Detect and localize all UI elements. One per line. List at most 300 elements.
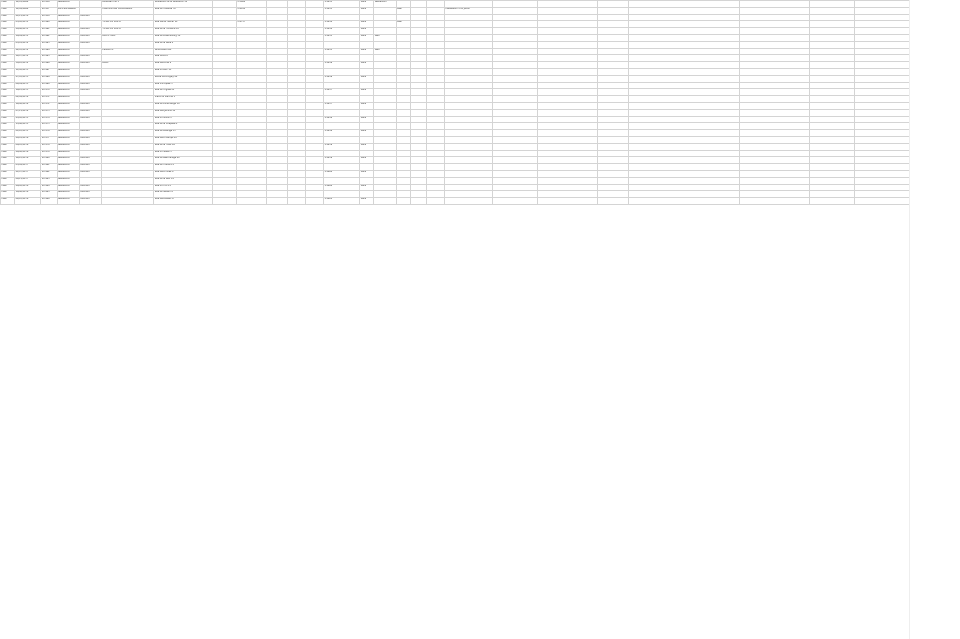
table-cell[interactable] xyxy=(493,68,537,75)
table-cell[interactable] xyxy=(396,116,410,123)
table-cell[interactable] xyxy=(396,136,410,143)
table-cell[interactable]: 01.462 xyxy=(41,34,57,41)
table-cell[interactable] xyxy=(305,143,323,150)
table-cell[interactable] xyxy=(323,164,359,171)
table-cell[interactable]: 01.480 xyxy=(41,157,57,164)
table-cell[interactable] xyxy=(493,164,537,171)
table-cell[interactable]: Niederkorn xyxy=(57,109,79,116)
table-cell[interactable] xyxy=(305,7,323,14)
table-cell[interactable] xyxy=(267,143,287,150)
table-cell[interactable] xyxy=(267,109,287,116)
table-cell[interactable] xyxy=(598,130,628,137)
table-cell[interactable]: Fälle xyxy=(1,48,15,55)
table-cell[interactable]: 01.471 xyxy=(41,96,57,103)
table-cell[interactable]: 01.464 xyxy=(41,48,57,55)
table-cell[interactable] xyxy=(287,130,305,137)
table-cell[interactable] xyxy=(810,34,854,41)
table-cell[interactable] xyxy=(854,102,915,109)
table-cell[interactable] xyxy=(287,150,305,157)
table-cell[interactable]: 01.461 xyxy=(41,28,57,35)
table-cell[interactable] xyxy=(426,123,444,130)
table-cell[interactable] xyxy=(628,164,739,171)
table-cell[interactable]: Niederkorn xyxy=(57,164,79,171)
table-cell[interactable] xyxy=(739,184,810,191)
table-cell[interactable] xyxy=(426,177,444,184)
table-cell[interactable] xyxy=(410,7,426,14)
table-cell[interactable]: 01.479 xyxy=(41,150,57,157)
table-cell[interactable] xyxy=(739,170,810,177)
table-cell[interactable] xyxy=(493,170,537,177)
table-cell[interactable] xyxy=(396,1,410,8)
table-cell[interactable] xyxy=(237,136,267,143)
table-cell[interactable] xyxy=(287,21,305,28)
table-cell[interactable] xyxy=(628,130,739,137)
table-cell[interactable]: Fälle xyxy=(1,184,15,191)
table-cell[interactable] xyxy=(305,184,323,191)
table-cell[interactable] xyxy=(237,75,267,82)
table-cell[interactable] xyxy=(810,75,854,82)
table-cell[interactable]: Mars xyxy=(360,28,374,35)
table-cell[interactable] xyxy=(445,82,493,89)
table-cell[interactable] xyxy=(739,68,810,75)
table-cell[interactable]: 01.470 xyxy=(41,89,57,96)
table-cell[interactable]: Place du Marché 1 xyxy=(154,96,213,103)
table-cell[interactable] xyxy=(374,21,396,28)
table-cell[interactable] xyxy=(287,41,305,48)
table-cell[interactable] xyxy=(267,198,287,205)
table-cell[interactable] xyxy=(101,136,153,143)
table-cell[interactable] xyxy=(267,48,287,55)
table-cell[interactable]: 03/04/1977 xyxy=(15,164,41,171)
table-cell[interactable]: Fälle xyxy=(1,198,15,205)
table-cell[interactable] xyxy=(374,150,396,157)
table-cell[interactable]: 01.484 xyxy=(41,184,57,191)
table-cell[interactable] xyxy=(212,41,236,48)
table-cell[interactable] xyxy=(628,157,739,164)
table-cell[interactable] xyxy=(493,123,537,130)
table-cell[interactable] xyxy=(537,191,598,198)
table-cell[interactable]: 01.468 xyxy=(41,75,57,82)
table-cell[interactable] xyxy=(237,164,267,171)
table-cell[interactable] xyxy=(396,89,410,96)
table-cell[interactable] xyxy=(810,96,854,103)
table-cell[interactable] xyxy=(810,1,854,8)
table-cell[interactable] xyxy=(79,48,101,55)
table-cell[interactable] xyxy=(79,177,101,184)
table-cell[interactable] xyxy=(267,164,287,171)
table-cell[interactable] xyxy=(598,1,628,8)
table-cell[interactable] xyxy=(305,116,323,123)
table-cell[interactable] xyxy=(810,28,854,35)
table-cell[interactable] xyxy=(287,96,305,103)
table-cell[interactable] xyxy=(537,89,598,96)
table-cell[interactable] xyxy=(323,150,359,157)
table-cell[interactable]: Fälle xyxy=(1,14,15,21)
table-cell[interactable] xyxy=(305,191,323,198)
table-cell[interactable] xyxy=(374,89,396,96)
table-cell[interactable] xyxy=(267,82,287,89)
table-cell[interactable]: Niederkorn xyxy=(57,68,79,75)
table-cell[interactable] xyxy=(537,198,598,205)
table-cell[interactable] xyxy=(396,41,410,48)
table-cell[interactable] xyxy=(854,150,915,157)
table-cell[interactable]: 09/11/1977 xyxy=(15,177,41,184)
table-cell[interactable] xyxy=(360,191,374,198)
table-cell[interactable] xyxy=(445,177,493,184)
table-cell[interactable] xyxy=(426,82,444,89)
table-cell[interactable] xyxy=(854,136,915,143)
table-cell[interactable]: 01.485 xyxy=(41,191,57,198)
table-cell[interactable] xyxy=(79,123,101,130)
table-cell[interactable] xyxy=(410,136,426,143)
table-cell[interactable]: Rue de l'Alzette 76 xyxy=(154,7,213,14)
table-cell[interactable]: 07/11/1974 xyxy=(15,109,41,116)
table-cell[interactable]: 18/09/1971 xyxy=(15,34,41,41)
table-cell[interactable] xyxy=(598,123,628,130)
table-cell[interactable] xyxy=(410,68,426,75)
table-cell[interactable] xyxy=(598,198,628,205)
table-cell[interactable] xyxy=(305,21,323,28)
table-cell[interactable] xyxy=(426,55,444,62)
table-cell[interactable] xyxy=(79,21,101,28)
table-cell[interactable] xyxy=(445,68,493,75)
table-cell[interactable] xyxy=(305,82,323,89)
table-cell[interactable] xyxy=(426,143,444,150)
table-cell[interactable] xyxy=(267,68,287,75)
table-cell[interactable] xyxy=(426,41,444,48)
table-cell[interactable] xyxy=(426,184,444,191)
table-cell[interactable]: L-4737 xyxy=(237,21,267,28)
table-cell[interactable] xyxy=(267,136,287,143)
table-cell[interactable] xyxy=(598,62,628,69)
table-cell[interactable] xyxy=(410,34,426,41)
table-cell[interactable]: Installation d'un jardin xyxy=(445,7,493,14)
table-cell[interactable]: Boulevard du 5 xyxy=(101,1,153,8)
table-cell[interactable] xyxy=(212,96,236,103)
table-cell[interactable] xyxy=(854,7,915,14)
table-cell[interactable]: BOUL xyxy=(101,62,153,69)
table-cell[interactable] xyxy=(810,14,854,21)
table-cell[interactable] xyxy=(212,21,236,28)
table-cell[interactable] xyxy=(854,82,915,89)
table-cell[interactable]: 20/06/1971 xyxy=(15,28,41,35)
table-cell[interactable] xyxy=(739,136,810,143)
table-cell[interactable] xyxy=(598,191,628,198)
table-cell[interactable] xyxy=(374,130,396,137)
table-cell[interactable] xyxy=(810,102,854,109)
table-cell[interactable] xyxy=(739,7,810,14)
table-cell[interactable] xyxy=(493,143,537,150)
table-cell[interactable] xyxy=(598,14,628,21)
table-cell[interactable] xyxy=(360,164,374,171)
table-cell[interactable] xyxy=(287,177,305,184)
table-cell[interactable]: Rue de Differdange 58 xyxy=(154,102,213,109)
table-cell[interactable] xyxy=(396,96,410,103)
table-cell[interactable]: 1.1958 xyxy=(323,130,359,137)
table-cell[interactable] xyxy=(396,102,410,109)
table-cell[interactable] xyxy=(396,34,410,41)
table-cell[interactable] xyxy=(287,170,305,177)
table-cell[interactable] xyxy=(267,7,287,14)
table-cell[interactable] xyxy=(212,75,236,82)
table-cell[interactable]: 01.466 xyxy=(41,62,57,69)
table-cell[interactable] xyxy=(493,7,537,14)
table-cell[interactable] xyxy=(305,130,323,137)
table-cell[interactable] xyxy=(305,62,323,69)
table-cell[interactable] xyxy=(810,48,854,55)
table-cell[interactable] xyxy=(212,157,236,164)
table-cell[interactable] xyxy=(237,48,267,55)
table-cell[interactable] xyxy=(237,143,267,150)
table-cell[interactable] xyxy=(598,136,628,143)
table-cell[interactable]: Niederkorn xyxy=(57,157,79,164)
table-cell[interactable]: Fälle xyxy=(1,28,15,35)
table-cell[interactable]: 03/02/1971 xyxy=(15,21,41,28)
table-cell[interactable] xyxy=(267,123,287,130)
table-cell[interactable] xyxy=(212,28,236,35)
table-cell[interactable]: 01.467 xyxy=(41,68,57,75)
table-cell[interactable] xyxy=(237,82,267,89)
table-cell[interactable]: Niederkorn xyxy=(57,191,79,198)
table-cell[interactable] xyxy=(267,34,287,41)
table-cell[interactable] xyxy=(237,116,267,123)
table-cell[interactable] xyxy=(374,116,396,123)
table-cell[interactable] xyxy=(287,34,305,41)
table-cell[interactable] xyxy=(426,48,444,55)
table-cell[interactable] xyxy=(854,198,915,205)
table-cell[interactable] xyxy=(854,62,915,69)
table-cell[interactable]: Ouvriers xyxy=(79,170,101,177)
table-cell[interactable] xyxy=(305,96,323,103)
table-cell[interactable] xyxy=(445,34,493,41)
table-cell[interactable] xyxy=(396,62,410,69)
table-cell[interactable] xyxy=(101,198,153,205)
table-cell[interactable] xyxy=(267,55,287,62)
table-cell[interactable] xyxy=(323,82,359,89)
table-cell[interactable] xyxy=(445,96,493,103)
table-cell[interactable] xyxy=(628,28,739,35)
table-cell[interactable] xyxy=(305,198,323,205)
table-cell[interactable] xyxy=(493,14,537,21)
table-cell[interactable] xyxy=(445,191,493,198)
table-cell[interactable] xyxy=(374,102,396,109)
table-cell[interactable] xyxy=(739,164,810,171)
table-cell[interactable]: Niederkorn xyxy=(57,55,79,62)
table-cell[interactable]: Ouvriers xyxy=(79,102,101,109)
table-cell[interactable]: Rue de Bascharage 40 xyxy=(154,157,213,164)
table-cell[interactable] xyxy=(628,170,739,177)
table-cell[interactable]: Niederkorn xyxy=(57,136,79,143)
table-cell[interactable] xyxy=(287,48,305,55)
table-cell[interactable] xyxy=(267,96,287,103)
table-cell[interactable] xyxy=(598,150,628,157)
table-cell[interactable] xyxy=(493,184,537,191)
table-cell[interactable]: Ouvriers xyxy=(79,55,101,62)
table-cell[interactable] xyxy=(396,177,410,184)
table-cell[interactable]: 14/12/1976 xyxy=(15,157,41,164)
table-cell[interactable]: Ouvriers xyxy=(79,14,101,21)
table-cell[interactable]: Niederkorn xyxy=(57,28,79,35)
table-cell[interactable] xyxy=(445,89,493,96)
table-cell[interactable] xyxy=(810,198,854,205)
table-cell[interactable] xyxy=(101,150,153,157)
table-cell[interactable] xyxy=(101,55,153,62)
table-cell[interactable]: Mars xyxy=(360,34,374,41)
table-cell[interactable]: Niederkorn xyxy=(57,82,79,89)
table-cell[interactable] xyxy=(287,89,305,96)
table-cell[interactable] xyxy=(101,89,153,96)
table-cell[interactable]: Fälle xyxy=(1,136,15,143)
table-cell[interactable] xyxy=(410,28,426,35)
table-cell[interactable]: 19/08/1974 xyxy=(15,102,41,109)
table-cell[interactable] xyxy=(212,14,236,21)
table-cell[interactable] xyxy=(739,96,810,103)
table-cell[interactable] xyxy=(396,170,410,177)
table-cell[interactable]: Ouvriers xyxy=(79,143,101,150)
table-cell[interactable] xyxy=(628,177,739,184)
table-cell[interactable] xyxy=(267,170,287,177)
table-cell[interactable] xyxy=(445,109,493,116)
table-cell[interactable] xyxy=(537,96,598,103)
table-cell[interactable] xyxy=(305,123,323,130)
table-cell[interactable] xyxy=(537,177,598,184)
table-cell[interactable] xyxy=(237,157,267,164)
table-cell[interactable]: PRIMATEX xyxy=(101,48,153,55)
table-cell[interactable]: Ouvriers xyxy=(79,41,101,48)
table-cell[interactable] xyxy=(537,164,598,171)
table-cell[interactable]: Fälle xyxy=(1,150,15,157)
table-cell[interactable]: Rue des Jardins 12 xyxy=(154,109,213,116)
table-cell[interactable] xyxy=(493,1,537,8)
table-cell[interactable] xyxy=(101,68,153,75)
table-cell[interactable] xyxy=(79,68,101,75)
table-cell[interactable] xyxy=(360,123,374,130)
table-cell[interactable] xyxy=(810,68,854,75)
table-cell[interactable] xyxy=(854,41,915,48)
table-cell[interactable] xyxy=(445,1,493,8)
table-cell[interactable] xyxy=(396,130,410,137)
table-cell[interactable] xyxy=(628,82,739,89)
table-cell[interactable]: TOTAL DE VENTE xyxy=(101,28,153,35)
table-cell[interactable] xyxy=(426,109,444,116)
table-cell[interactable] xyxy=(493,89,537,96)
table-cell[interactable] xyxy=(445,102,493,109)
table-cell[interactable]: 1.1956 xyxy=(323,62,359,69)
table-cell[interactable] xyxy=(426,28,444,35)
table-cell[interactable] xyxy=(212,89,236,96)
table-cell[interactable] xyxy=(739,55,810,62)
table-cell[interactable] xyxy=(810,136,854,143)
table-cell[interactable] xyxy=(410,164,426,171)
table-cell[interactable]: Niederkorn xyxy=(57,184,79,191)
table-cell[interactable]: Fälle xyxy=(1,102,15,109)
table-cell[interactable] xyxy=(212,198,236,205)
table-cell[interactable]: Mars xyxy=(360,62,374,69)
table-cell[interactable] xyxy=(212,68,236,75)
table-cell[interactable] xyxy=(101,116,153,123)
table-cell[interactable] xyxy=(305,177,323,184)
table-cell[interactable] xyxy=(628,102,739,109)
table-cell[interactable] xyxy=(396,143,410,150)
table-cell[interactable] xyxy=(445,170,493,177)
table-cell[interactable]: Fälle xyxy=(1,96,15,103)
table-cell[interactable]: 30/10/1972 xyxy=(15,62,41,69)
table-cell[interactable] xyxy=(323,177,359,184)
table-cell[interactable] xyxy=(267,150,287,157)
table-cell[interactable] xyxy=(101,130,153,137)
table-cell[interactable]: Niederkorn xyxy=(57,48,79,55)
table-cell[interactable]: Rue de Pétange 33 xyxy=(154,130,213,137)
table-cell[interactable] xyxy=(445,28,493,35)
table-cell[interactable]: Mars xyxy=(360,102,374,109)
table-cell[interactable] xyxy=(739,48,810,55)
table-cell[interactable]: 21/11/1970 xyxy=(15,14,41,21)
table-cell[interactable] xyxy=(305,14,323,21)
table-cell[interactable] xyxy=(628,55,739,62)
table-cell[interactable] xyxy=(598,89,628,96)
table-cell[interactable] xyxy=(810,62,854,69)
table-cell[interactable] xyxy=(410,109,426,116)
table-cell[interactable] xyxy=(323,123,359,130)
table-cell[interactable]: TOTAL DE VENTE xyxy=(101,21,153,28)
table-cell[interactable] xyxy=(101,41,153,48)
table-cell[interactable] xyxy=(323,14,359,21)
table-cell[interactable] xyxy=(598,28,628,35)
table-cell[interactable] xyxy=(287,75,305,82)
table-cell[interactable] xyxy=(287,164,305,171)
table-cell[interactable]: 1.1955 xyxy=(323,48,359,55)
table-cell[interactable]: Fälle xyxy=(1,41,15,48)
table-cell[interactable] xyxy=(493,62,537,69)
table-cell[interactable] xyxy=(374,143,396,150)
table-cell[interactable] xyxy=(598,102,628,109)
table-cell[interactable] xyxy=(323,96,359,103)
table-cell[interactable]: Rue des Écoles 8 xyxy=(154,170,213,177)
table-cell[interactable]: Mars xyxy=(360,7,374,14)
table-cell[interactable] xyxy=(305,55,323,62)
table-cell[interactable]: 01.482 xyxy=(41,170,57,177)
table-cell[interactable] xyxy=(426,136,444,143)
table-cell[interactable] xyxy=(810,21,854,28)
table-cell[interactable] xyxy=(598,164,628,171)
table-cell[interactable]: 01.458 xyxy=(41,14,57,21)
table-cell[interactable]: Ouvriers xyxy=(79,82,101,89)
table-cell[interactable] xyxy=(396,198,410,205)
table-cell[interactable] xyxy=(493,41,537,48)
table-cell[interactable]: Ouvriers xyxy=(79,75,101,82)
table-cell[interactable]: Ouvriers xyxy=(79,28,101,35)
table-cell[interactable] xyxy=(628,109,739,116)
table-cell[interactable]: 13/06/1975 xyxy=(15,123,41,130)
table-cell[interactable] xyxy=(410,123,426,130)
table-cell[interactable] xyxy=(854,48,915,55)
table-cell[interactable]: 12/04/1969 xyxy=(15,7,41,14)
table-cell[interactable]: Ouvriers xyxy=(79,89,101,96)
table-cell[interactable] xyxy=(810,177,854,184)
table-cell[interactable] xyxy=(854,109,915,116)
table-cell[interactable] xyxy=(598,75,628,82)
table-cell[interactable] xyxy=(79,150,101,157)
table-cell[interactable] xyxy=(410,89,426,96)
table-cell[interactable] xyxy=(537,1,598,8)
table-cell[interactable] xyxy=(854,28,915,35)
table-cell[interactable] xyxy=(739,130,810,137)
table-cell[interactable] xyxy=(854,96,915,103)
table-cell[interactable] xyxy=(287,28,305,35)
table-cell[interactable] xyxy=(598,157,628,164)
table-cell[interactable] xyxy=(374,96,396,103)
table-cell[interactable] xyxy=(537,62,598,69)
